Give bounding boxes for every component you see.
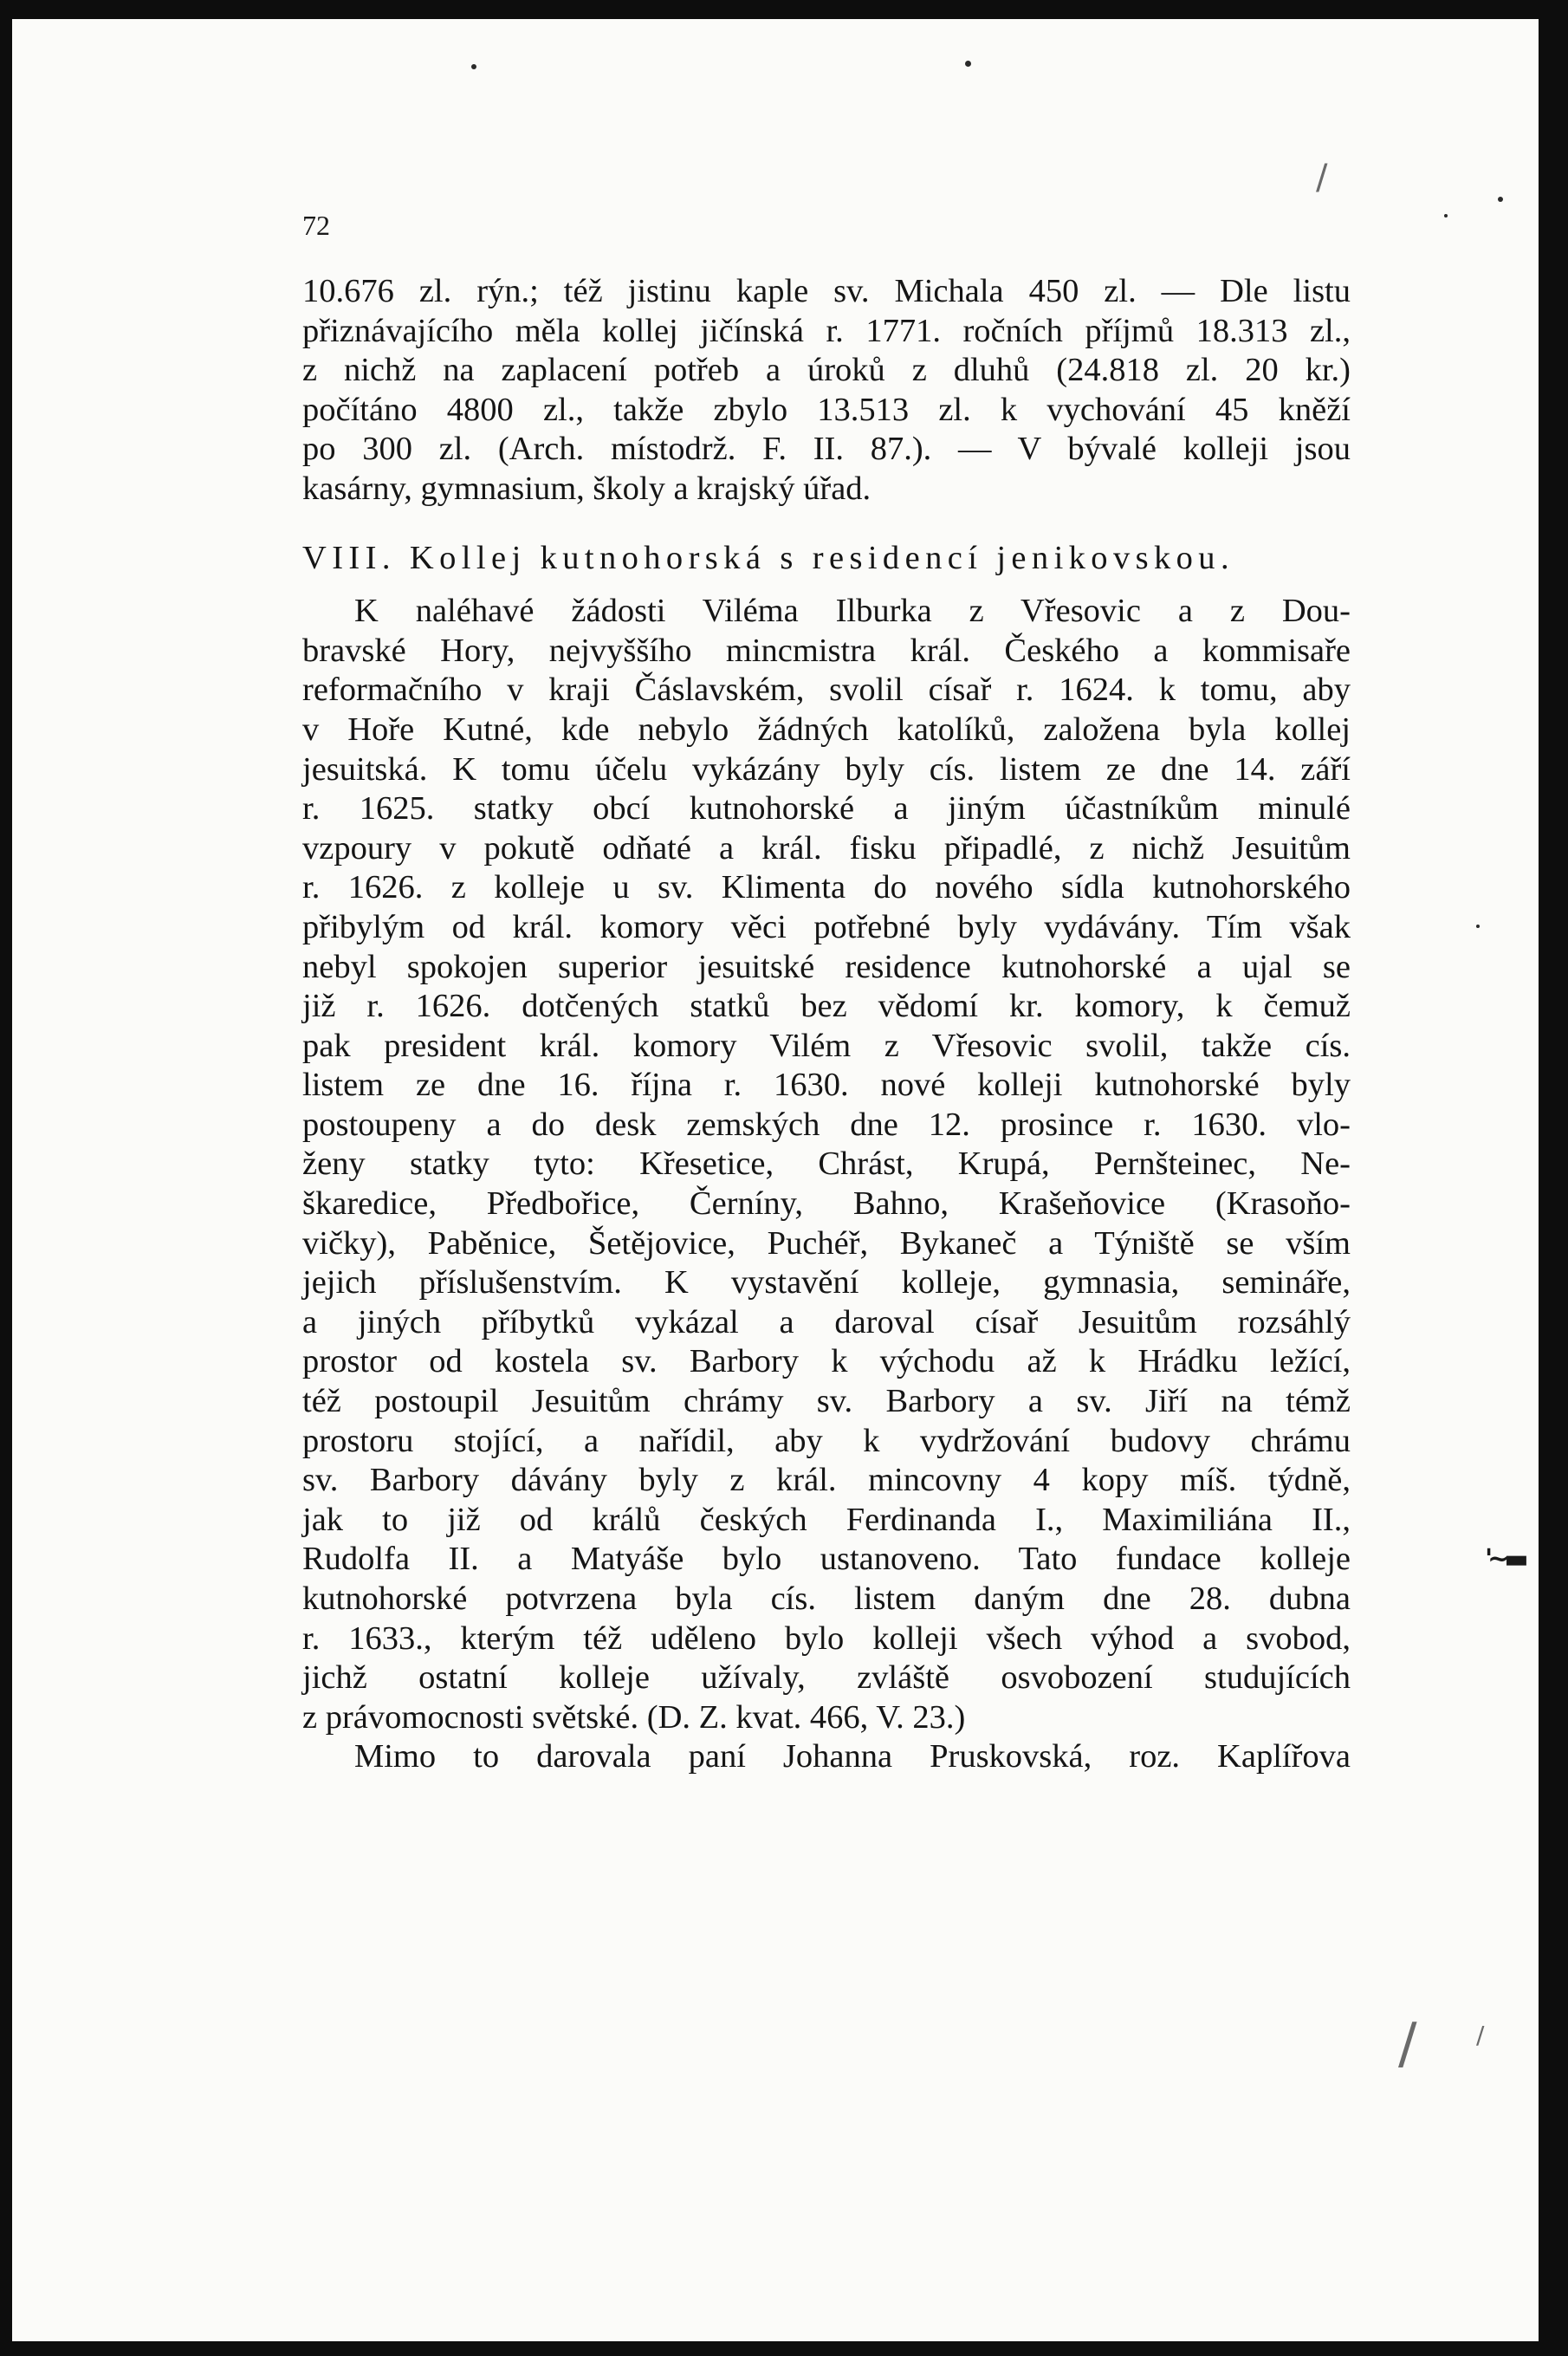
text-line: též postoupil Jesuitům chrámy sv. Barbory a sv. Jiří na témž (302, 1383, 1351, 1420)
text-line: r. 1633., kterým též uděleno bylo kolleji všech výhod a svobod, (302, 1619, 1351, 1657)
text-line: kutnohorské potvrzena byla cís. listem daným dne 28. dubna (302, 1580, 1351, 1617)
text-line: ženy statky tyto: Křesetice, Chrást, Krupá, Pernšteinec, Ne- (302, 1146, 1351, 1183)
scan-speck (965, 61, 971, 67)
text-line: počítáno 4800 zl., takže zbylo 13.513 zl. k vychování 45 kněží (302, 391, 1351, 428)
text-line: r. 1625. statky obcí kutnohorské a jiným účastníkům minulé (302, 790, 1351, 828)
text-line: jejich příslušenstvím. K vystavění kolleje, gymnasia, semináře, (302, 1264, 1351, 1301)
text-line: vičky), Paběnice, Šetějovice, Puchéř, Bykaneč a Týniště se vším (302, 1224, 1351, 1262)
scan-speck (1444, 214, 1448, 217)
body-text (302, 272, 1351, 1777)
text-line: kasárny, gymnasium, školy a krajský úřad. (302, 470, 871, 507)
page-number: 72 (302, 210, 330, 241)
text-line: vzpoury v pokutě odňaté a král. fisku připadlé, z nichž Jesuitům (302, 829, 1351, 866)
text-line: přibylým od král. komory věci potřebné byly vydávány. Tím však (302, 908, 1351, 945)
text-line: 10.676 zl. rýn.; též jistinu kaple sv. Michala 450 zl. — Dle listu (302, 273, 1351, 309)
text-line: již r. 1626. dotčených statků bez vědomí kr. komory, k čemuž (302, 988, 1351, 1025)
text-line: přiznávajícího měla kollej jičínská r. 1771. ročních příjmů 18.313 zl., (302, 312, 1351, 349)
text-line: z nichž na zaplacení potřeb a úroků z dluhů (24.818 zl. 20 kr.) (302, 352, 1351, 389)
text-line: K naléhavé žádosti Viléma Ilburka z Vřesovic a z Dou- (354, 593, 1351, 630)
text-line: z právomocnosti světské. (D. Z. kvat. 466, V. 23.) (302, 1698, 966, 1736)
text-line: po 300 zl. (Arch. místodrž. F. II. 87.). — V bývalé kolleji jsou (302, 431, 1351, 468)
text-line: sv. Barbory dávány byly z král. mincovny 4 kopy míš. týdně, (302, 1462, 1351, 1499)
scan-speck (1498, 197, 1503, 202)
paragraph-1 (302, 272, 1351, 509)
text-line: pak president král. komory Vilém z Vřesovic svolil, takže cís. (302, 1027, 1351, 1064)
paragraph-2 (302, 592, 1351, 1737)
edge-mark: '~▬ (1485, 1544, 1524, 1574)
pencil-mark: / (1316, 158, 1328, 198)
text-line: jesuitská. K tomu účelu vykázány byly cís. listem ze dne 14. září (302, 750, 1351, 788)
text-line: jichž ostatní kolleje užívaly, zvláště osvobození studujících (302, 1659, 1351, 1697)
spacer (302, 509, 1351, 539)
pencil-mark: / (1476, 2021, 1485, 2049)
text-line: postoupeny a do desk zemských dne 12. prosince r. 1630. vlo- (302, 1106, 1351, 1143)
section-heading: VIII. Kollej kutnohorská s residencí jenikovskou. (302, 539, 1234, 576)
scan-speck (1476, 925, 1480, 928)
book-page (12, 19, 1539, 2341)
pencil-mark: / (1398, 2012, 1417, 2076)
text-line: škaredice, Předbořice, Černíny, Bahno, Krašeňovice (Krasoňo- (302, 1185, 1351, 1223)
text-line: bravské Hory, nejvyššího mincmistra král. Českého a kommisaře (302, 632, 1351, 669)
paragraph-3 (302, 1737, 1351, 1777)
text-line: r. 1626. z kolleje u sv. Klimenta do nového sídla kutnohorského (302, 869, 1351, 906)
text-line: prostor od kostela sv. Barbory k východu až k Hrádku ležící, (302, 1343, 1351, 1380)
text-line: Mimo to darovala paní Johanna Pruskovská, roz. Kaplířova (354, 1738, 1351, 1775)
scan-speck (471, 64, 476, 69)
text-line: prostoru stojící, a nařídil, aby k vydržování budovy chrámu (302, 1422, 1351, 1459)
spacer (302, 578, 1351, 592)
text-line: jak to již od králů českých Ferdinanda I., Maximiliána II., (302, 1501, 1351, 1538)
text-line: listem ze dne 16. října r. 1630. nové kolleji kutnohorské byly (302, 1067, 1351, 1104)
text-line: v Hoře Kutné, kde nebylo žádných katolíků, založena byla kollej (302, 711, 1351, 748)
text-line: a jiných příbytků vykázal a daroval císař Jesuitům rozsáhlý (302, 1303, 1351, 1340)
text-line: reformačního v kraji Čáslavském, svolil císař r. 1624. k tomu, aby (302, 672, 1351, 709)
text-line: Rudolfa II. a Matyáše bylo ustanoveno. Tato fundace kolleje (302, 1541, 1351, 1578)
text-line: nebyl spokojen superior jesuitské residence kutnohorské a ujal se (302, 948, 1351, 985)
